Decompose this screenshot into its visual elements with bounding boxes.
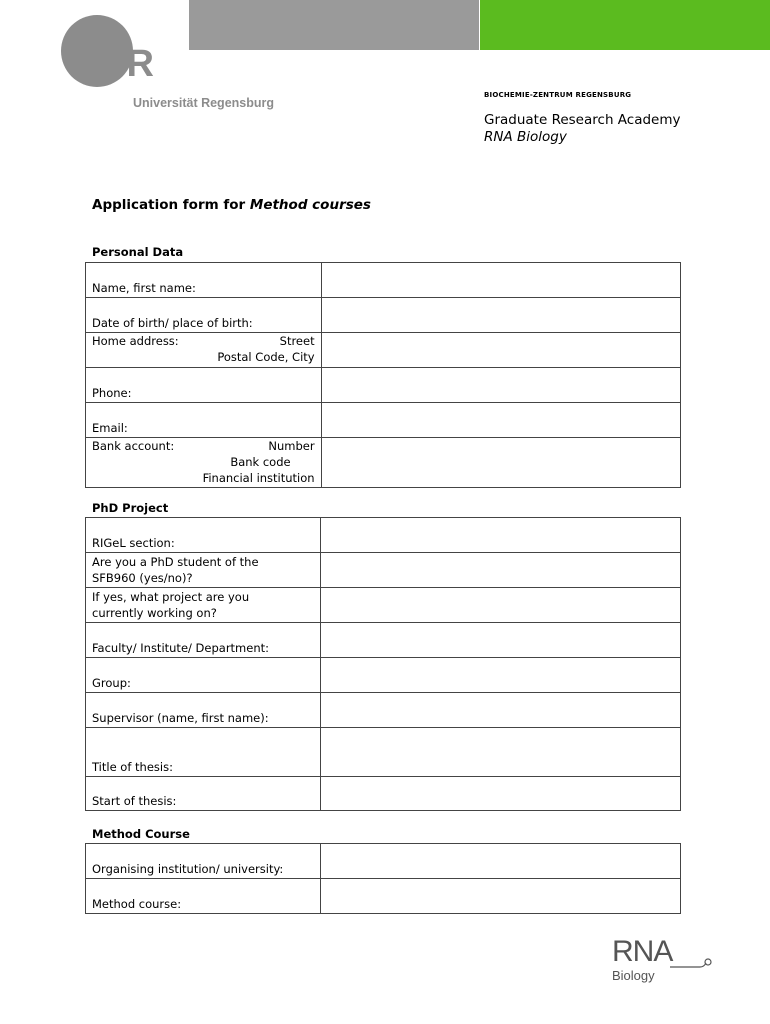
field-bank[interactable]	[321, 438, 680, 488]
section-title-personal: Personal Data	[92, 245, 184, 259]
form-title-prefix: Application form for	[92, 197, 250, 213]
field-thesis-start[interactable]	[321, 777, 681, 811]
label-group: Group:	[86, 658, 321, 693]
rna-logo-strand-icon	[670, 957, 712, 971]
address-street: Street	[279, 334, 315, 348]
field-address[interactable]	[321, 333, 680, 368]
section-title-method: Method Course	[92, 827, 190, 841]
bank-number: Number	[268, 439, 315, 453]
rna-logo-text: RNA	[612, 935, 673, 968]
center-name: BIOCHEMIE-ZENTRUM REGENSBURG	[484, 91, 632, 99]
field-sfb[interactable]	[321, 553, 681, 588]
field-institution[interactable]	[320, 844, 680, 879]
bank-code: Bank code	[230, 455, 291, 469]
label-dob: Date of birth/ place of birth:	[86, 298, 322, 333]
form-title-italic: Method courses	[249, 197, 371, 213]
label-bank	[86, 438, 322, 488]
field-method-course[interactable]	[320, 879, 680, 914]
field-project[interactable]	[321, 588, 681, 623]
phd-project-table	[85, 517, 681, 811]
university-logo-letters: UR	[100, 43, 153, 85]
field-dob[interactable]	[321, 298, 680, 333]
label-faculty: Faculty/ Institute/ Department:	[86, 623, 321, 658]
academy-line: Graduate Research Academy	[484, 112, 681, 128]
field-group[interactable]	[321, 658, 681, 693]
field-supervisor[interactable]	[321, 693, 681, 728]
bank-institution: Financial institution	[202, 471, 315, 485]
form-title	[92, 197, 371, 213]
method-course-table	[85, 843, 681, 914]
label-name: Name, first name:	[86, 263, 322, 298]
rna-logo-biology: Biology	[612, 968, 655, 983]
label-thesis-start: Start of thesis:	[86, 777, 321, 811]
rna-biology-logo	[612, 935, 712, 985]
section-title-phd: PhD Project	[92, 501, 169, 515]
field-rigel[interactable]	[321, 518, 681, 553]
field-faculty[interactable]	[321, 623, 681, 658]
label-sfb	[86, 553, 321, 588]
label-phone: Phone:	[86, 368, 322, 403]
label-project	[86, 588, 321, 623]
bank-label: Bank account:	[92, 439, 175, 453]
label-supervisor: Supervisor (name, first name):	[86, 693, 321, 728]
address-label: Home address:	[92, 334, 179, 348]
field-email[interactable]	[321, 403, 680, 438]
header-gray-bar	[189, 0, 479, 50]
label-method-course: Method course:	[86, 879, 321, 914]
field-phone[interactable]	[321, 368, 680, 403]
label-institution: Organising institution/ university:	[86, 844, 321, 879]
sfb-line-1: Are you a PhD student of the	[92, 555, 259, 569]
label-thesis-title: Title of thesis:	[86, 728, 321, 777]
field-name[interactable]	[321, 263, 680, 298]
field-thesis-title[interactable]	[321, 728, 681, 777]
address-postal: Postal Code, City	[217, 350, 315, 364]
university-name: Universität Regensburg	[133, 96, 275, 110]
header-green-bar	[480, 0, 770, 50]
label-address	[86, 333, 322, 368]
label-email: Email:	[86, 403, 322, 438]
program-line: RNA Biology	[484, 129, 567, 145]
label-rigel: RIGeL section:	[86, 518, 321, 553]
project-line-1: If yes, what project are you	[92, 590, 250, 604]
sfb-line-2: SFB960 (yes/no)?	[92, 571, 193, 585]
project-line-2: currently working on?	[92, 606, 217, 620]
personal-data-table	[85, 262, 681, 488]
